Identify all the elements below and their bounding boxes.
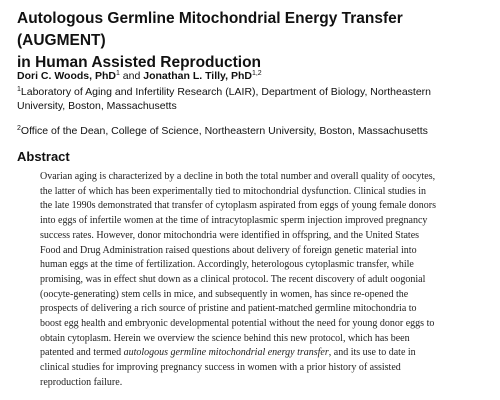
abstract-line: promising, was in effect shut down as a clinical protocol. The recent discovery of adult oogonial [40,273,426,285]
abstract-body [40,170,492,391]
author-separator: and [119,70,144,82]
author-affiliation-mark: 1 [115,70,120,77]
abstract-line: Ovarian aging is characterized by a decline in both the total number and overall quality of oocytes, [40,171,436,182]
author-name: Jonathan L. Tilly, PhD [143,70,252,82]
abstract-line: success rates. However, donor mitochondria were identified in offspring, and the United States [40,229,420,241]
affiliation-mark: 1 [17,86,21,93]
affiliation-2 [17,122,487,138]
affiliation-line: Laboratory of Aging and Infertility Research (LAIR), Department of Biology, Northeastern [20,86,432,98]
abstract-line: obtain cytoplasm. Herein we overview the science behind this new protocol, which has been [40,332,410,344]
title-line-2: in Human Assisted Reproduction [17,54,262,71]
affiliation-line: Office of the Dean, College of Science, Northeastern University, Boston, Massachusetts [20,125,428,137]
abstract-line: (oocyte-generating) stem cells in mice, and subsequently in women, has since re-opened the [40,288,409,300]
abstract-line: human eggs at the time of fertilization. Accordingly, heterologous cytoplasmic transfer, while [40,259,414,271]
abstract-heading: Abstract [17,149,70,164]
paper-title [17,8,487,74]
abstract-line: clinical studies for improving pregnancy success in women with a prior history of assisted [40,362,401,374]
abstract-line: the latter of which has been experimentally tied to mitochondrial dysfunction. Clinical studies in [40,185,427,197]
abstract-line: into eggs of infertile women at the time of intracytoplasmic sperm injection improved pregnancy [40,215,428,227]
abstract-line [40,346,492,361]
author-list [17,67,487,83]
abstract-line: reproduction failure. [40,376,123,388]
abstract-line: prospects of delivering a rich source of pristine and patient-matched germline mitochondria to [40,303,417,315]
title-line-1: Autologous Germline Mitochondrial Energy Transfer (AUGMENT) [17,10,403,49]
affiliation-line: University, Boston, Massachusetts [17,100,177,112]
affiliation-mark: 2 [17,125,21,132]
affiliation-1 [17,83,482,113]
abstract-line: Food and Drug Administration raised questions about delivery of foreign genetic material into [40,244,417,256]
author-affiliation-mark: 1,2 [251,70,262,77]
abstract-text-fragment: patented and termed [40,347,124,359]
abstract-line: the late 1990s demonstrated that transfer of cytoplasm aspirated from eggs of young female donors [40,200,436,212]
author-name: Dori C. Woods, PhD [17,70,116,82]
abstract-text-fragment: , and its use to date in [328,347,416,359]
abstract-line: boost egg health and embryonic developmental potential without the need for young donor eggs to [40,318,435,330]
abstract-emphasis: autologous germline mitochondrial energy transfer [123,347,329,359]
